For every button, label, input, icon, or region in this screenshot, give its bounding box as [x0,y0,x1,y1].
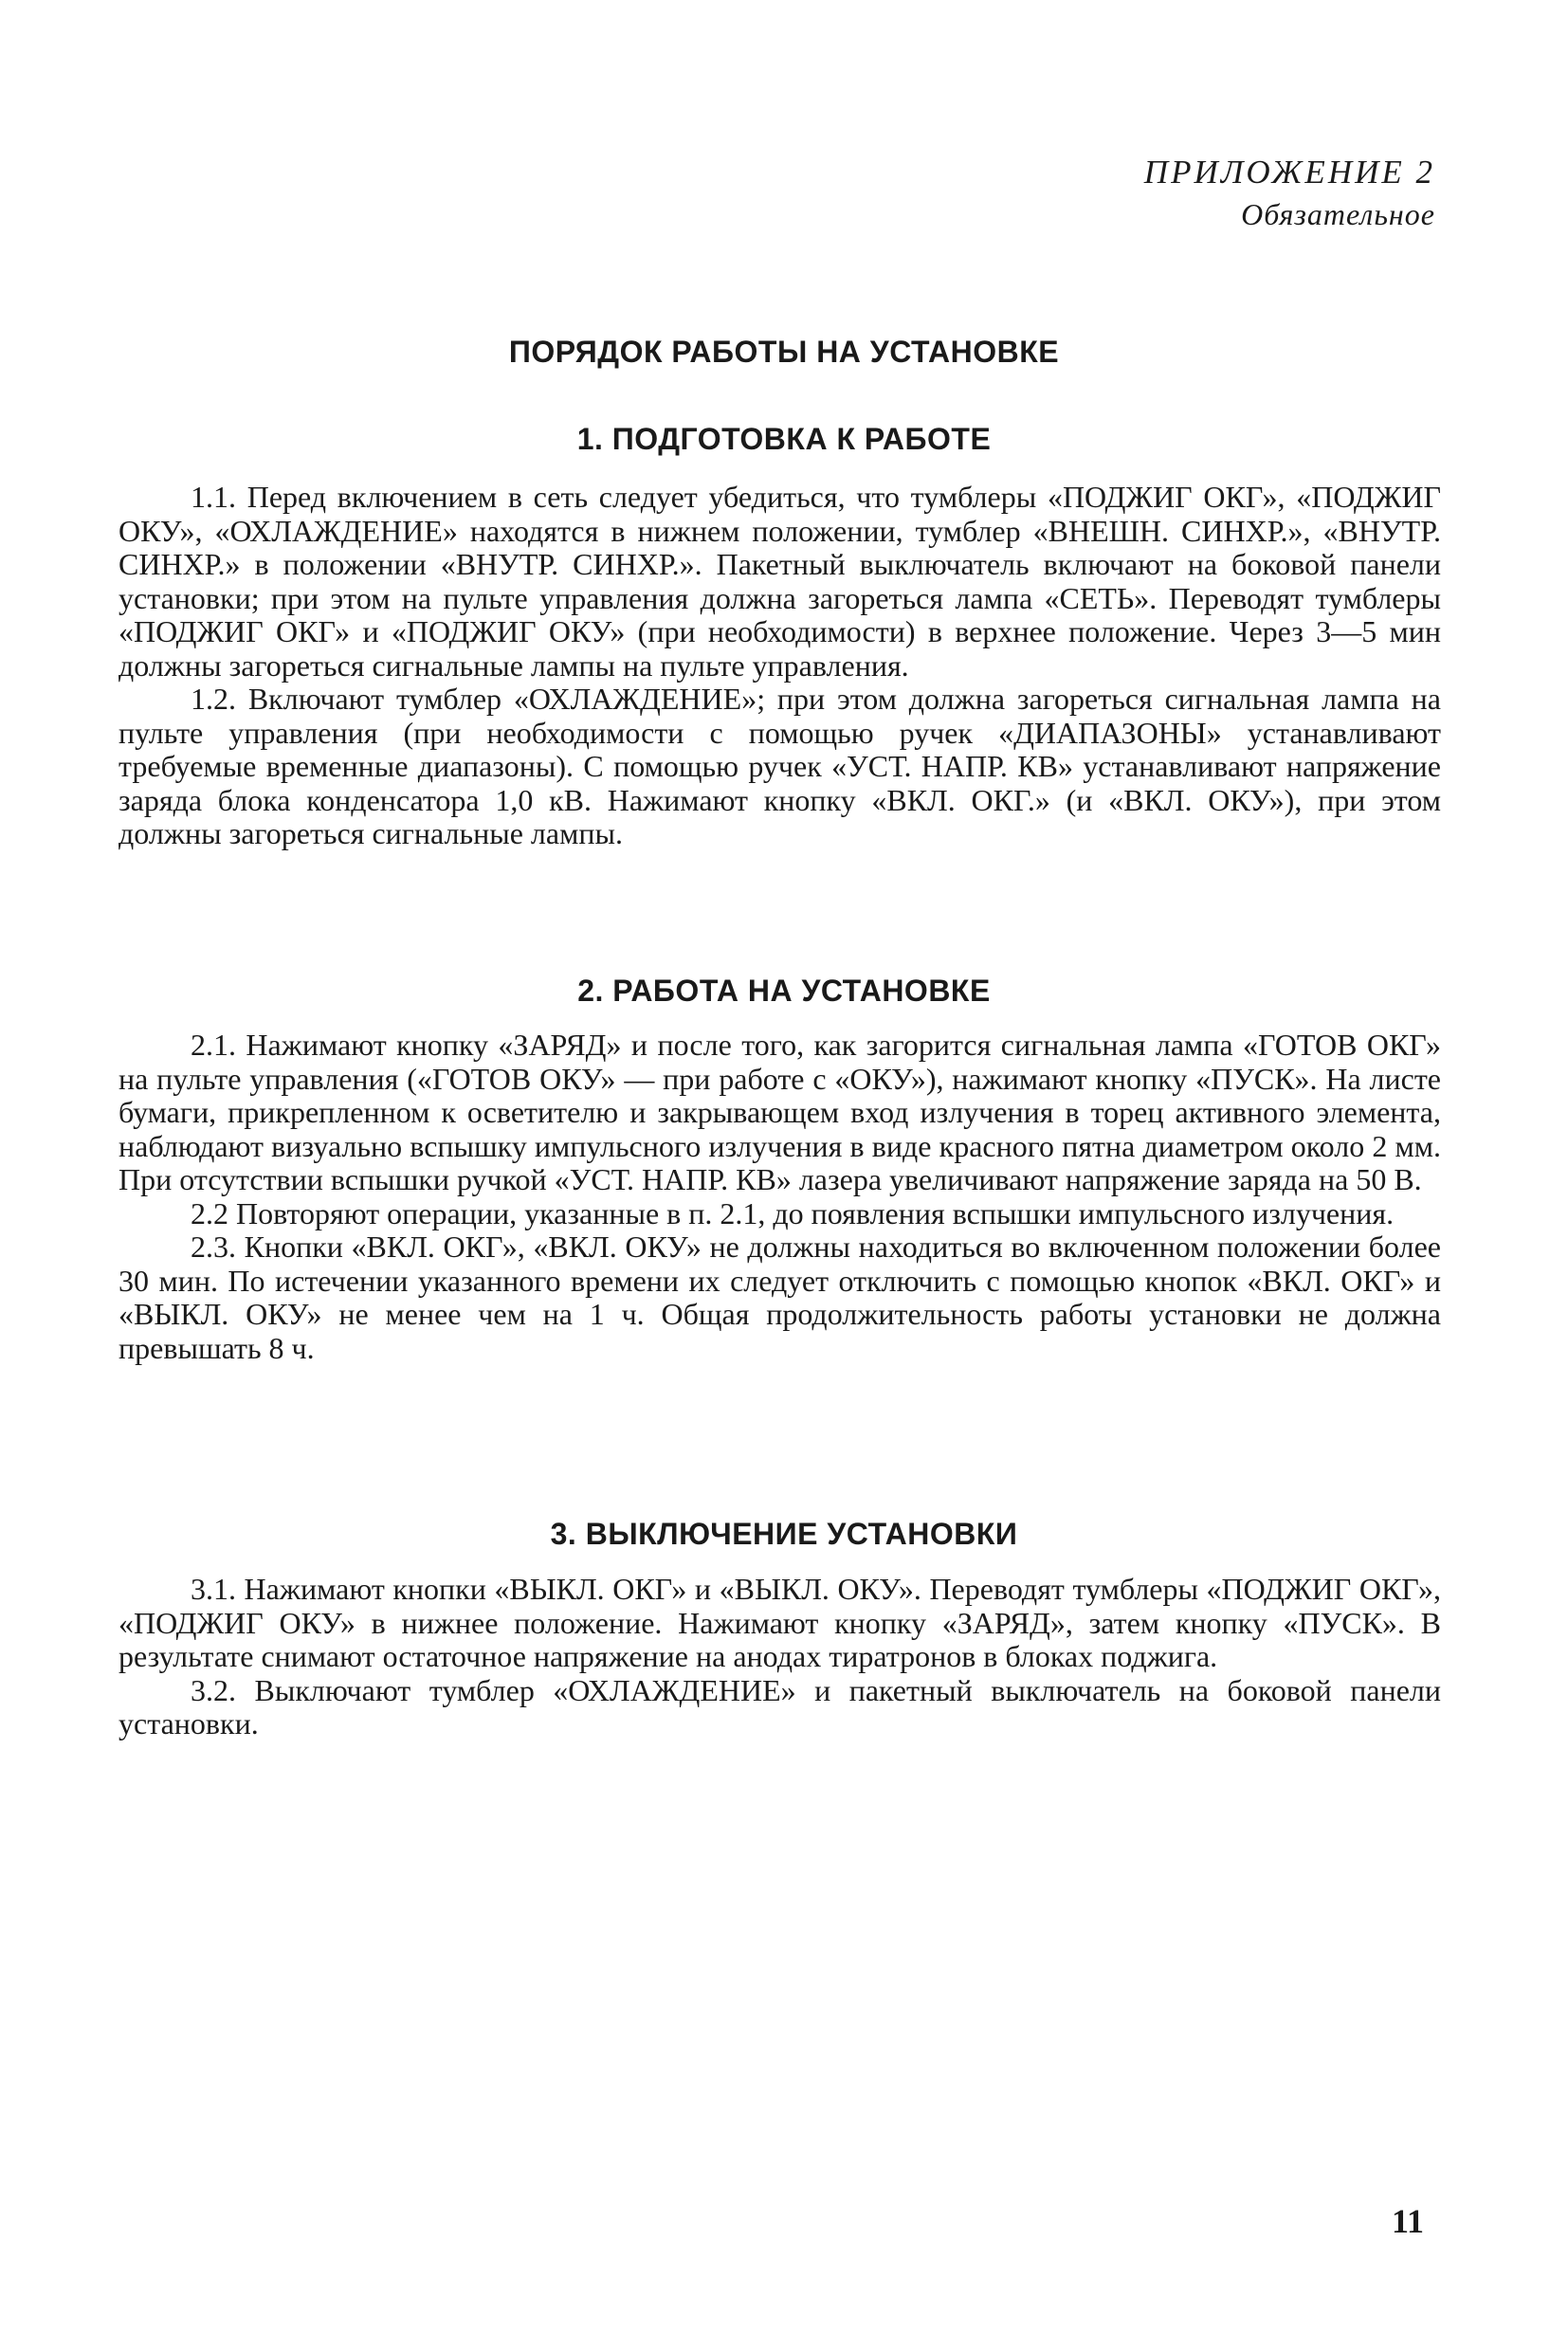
main-title: ПОРЯДОК РАБОТЫ НА УСТАНОВКЕ [508,335,1060,369]
paragraph-1-2: 1.2. Включают тумблер «ОХЛАЖДЕНИЕ»; при этом должна загореться сигнальная лампа на пульте управления (при необходимости с помощью ручек «ДИАПАЗОНЫ» устанавливают требуемые временные диапазоны). С помощью ручек «УСТ. НАПР. КВ» устанавливают напряжение заряда блока конденсатора 1,0 кВ. Нажимают кнопку «ВКЛ. ОКГ.» (и «ВКЛ. ОКУ»), при этом должны загореться сигнальные лампы. [119,682,1441,850]
paragraph-2-2: 2.2 Повторяют операции, указанные в п. 2.1, до появления вспышки импульсного излучения. [191,1195,1395,1230]
paragraph-2-3: 2.3. Кнопки «ВКЛ. ОКГ», «ВКЛ. ОКУ» не должны находиться во включенном положении более 30 мин. По истечении указанного времени их следует отключить с помощью кнопок «ВКЛ. ОКГ» и «ВЫКЛ. ОКУ» не менее чем на 1 ч. Общая продолжительность работы установки не должна превышать 8 ч. [119,1230,1441,1365]
page-number: 11 [1391,2202,1424,2240]
section-2-title: 2. РАБОТА НА УСТАНОВКЕ [577,974,991,1008]
section-1-body [119,481,1441,851]
section-3-body [119,1573,1441,1741]
section-3-title: 3. ВЫКЛЮЧЕНИЕ УСТАНОВКИ [550,1517,1018,1551]
paragraph-3-2: 3.2. Выключают тумблер «ОХЛАЖДЕНИЕ» и пакетный выключатель на боковой панели установки. [119,1672,1441,1740]
appendix-subtitle: Обязательное [1241,197,1435,231]
section-1-title: 1. ПОДГОТОВКА К РАБОТЕ [576,422,992,456]
paragraph-1-1: 1.1. Перед включением в сеть следует убедиться, что тумблеры «ПОДЖИГ ОКГ», «ПОДЖИГ ОКУ», «ОХЛАЖДЕНИЕ» находятся в нижнем положении, тумблер «ВНЕШН. СИНХР.», «ВНУТР. СИНХР.» в положении «ВНУТР. СИНХР.». Пакетный выключатель включают на боковой панели установки; при этом на пульте управления должна загореться лампа «СЕТЬ». Переводят тумблеры «ПОДЖИГ ОКГ» и «ПОДЖИГ ОКУ» (при необходимости) в верхнее положение. Через 3—5 мин должны загореться сигнальные лампы на пульте управления. [119,480,1441,683]
appendix-title: ПРИЛОЖЕНИЕ 2 [1143,154,1435,191]
section-2-body [119,1029,1441,1365]
paragraph-2-1: 2.1. Нажимают кнопку «ЗАРЯД» и после того, как загорится сигнальная лампа «ГОТОВ ОКГ» на пульте управления («ГОТОВ ОКУ» — при работе с «ОКУ»), нажимают кнопку «ПУСК». На листе бумаги, прикрепленном к осветителю и закрывающем вход излучения в торец активного элемента, наблюдают визуально вспышку импульсного излучения в виде красного пятна диаметром около 2 мм. При отсутствии вспышки ручкой «УСТ. НАПР. КВ» лазера увеличивают напряжение заряда на 50 В. [119,1028,1441,1196]
appendix-header [1144,152,1435,235]
paragraph-3-1: 3.1. Нажимают кнопки «ВЫКЛ. ОКГ» и «ВЫКЛ. ОКУ». Переводят тумблеры «ПОДЖИГ ОКГ», «ПОДЖИГ ОКУ» в нижнее положение. Нажимают кнопку «ЗАРЯД», затем кнопку «ПУСК». В результате снимают остаточное напряжение на анодах тиратронов в блоках поджига. [119,1572,1441,1673]
